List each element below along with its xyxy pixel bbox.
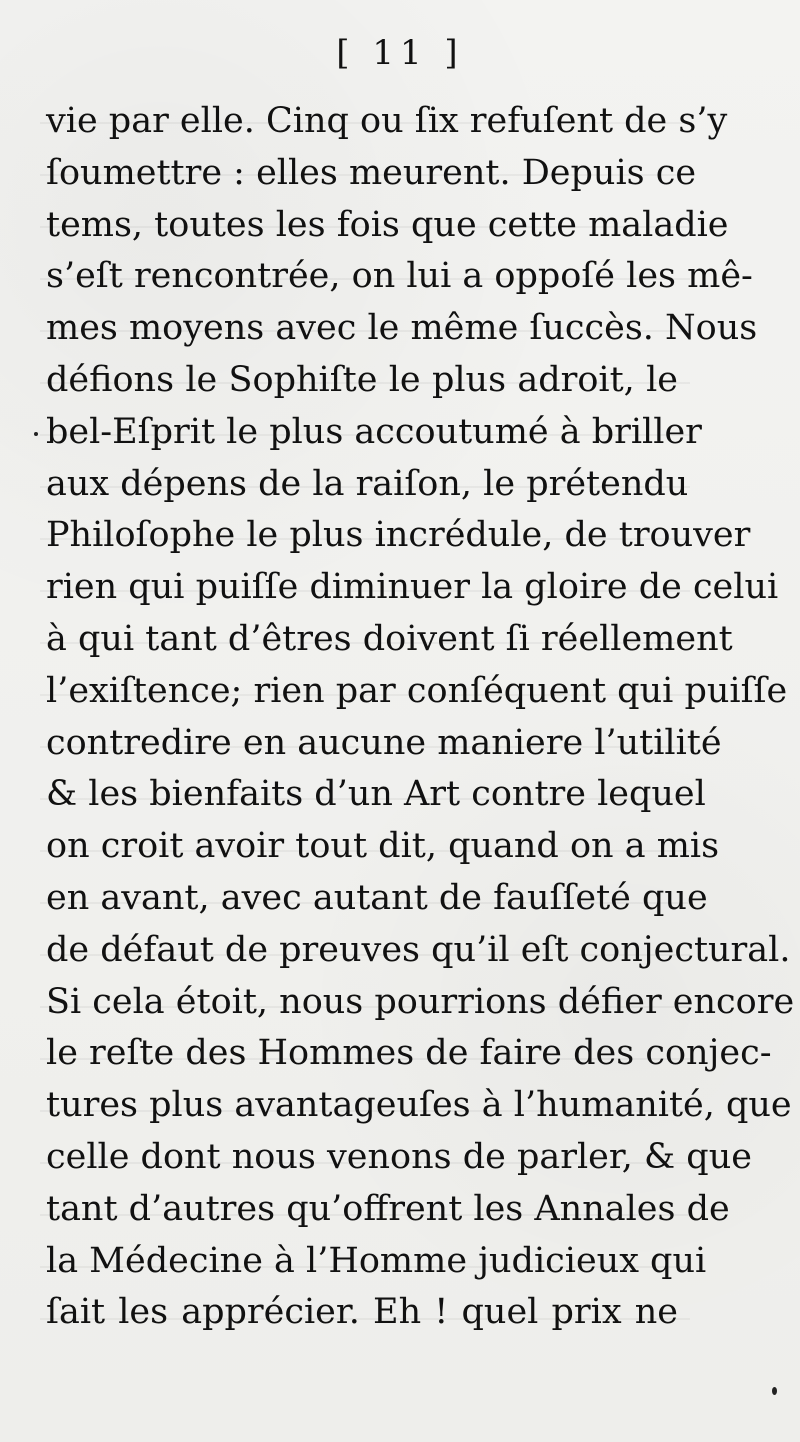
body-text [46,96,795,1339]
text-line-5: mes moyens avec le même ſuccès. Nous [46,308,758,349]
text-line-3: tems, toutes les fois que cette maladie [46,204,729,245]
text-line-9: Philoſophe le plus incrédule, de trouver [46,515,751,556]
text-line-24: ſait les apprécier. Eh ! quel prix ne [46,1292,678,1333]
text-line-21: celle dont nous venons de parler, & que [46,1136,752,1177]
text-line-14: & les bienfaits d’un Art contre lequel [46,774,706,815]
text-line-17: de défaut de preuves qu’il eſt conjectural. [46,929,791,970]
text-line-11: à qui tant d’êtres doivent ſi réellement [46,618,733,659]
text-line-22: tant d’autres qu’offrent les Annales de [46,1188,730,1229]
text-line-15: on croit avoir tout dit, quand on a mis [46,826,720,867]
ink-speck [34,432,38,436]
text-line-6: défions le Sophiſte le plus adroit, le [46,359,678,400]
text-line-10: rien qui puiſſe diminuer la gloire de celui [46,567,779,608]
text-line-16: en avant, avec autant de fauſſeté que [46,877,708,918]
text-line-20: tures plus avantageuſes à l’humanité, que [46,1085,792,1126]
text-line-13: contredire en aucune maniere l’utilité [46,722,722,763]
text-line-23: la Médecine à l’Homme judicieux qui [46,1240,707,1281]
text-line-19: le reſte des Hommes de faire des conjec- [46,1033,772,1074]
text-line-12: l’exiſtence; rien par conſéquent qui puiſſe [46,670,788,711]
text-line-7: bel-Eſprit le plus accoutumé à briller [46,411,702,452]
text-line-4: s’eſt rencontrée, on lui a oppoſé les mê- [46,256,753,297]
ink-speck [772,1387,777,1395]
text-line-2: ſoumettre : elles meurent. Depuis ce [46,152,697,193]
text-line-8: aux dépens de la raiſon, le prétendu [46,463,689,504]
text-line-18: Si cela étoit, nous pourrions défier encore [46,981,795,1022]
text-line-1: vie par elle. Cinq ou ſix refuſent de s’y [46,101,728,141]
page-number: [ 11 ] [336,33,464,73]
